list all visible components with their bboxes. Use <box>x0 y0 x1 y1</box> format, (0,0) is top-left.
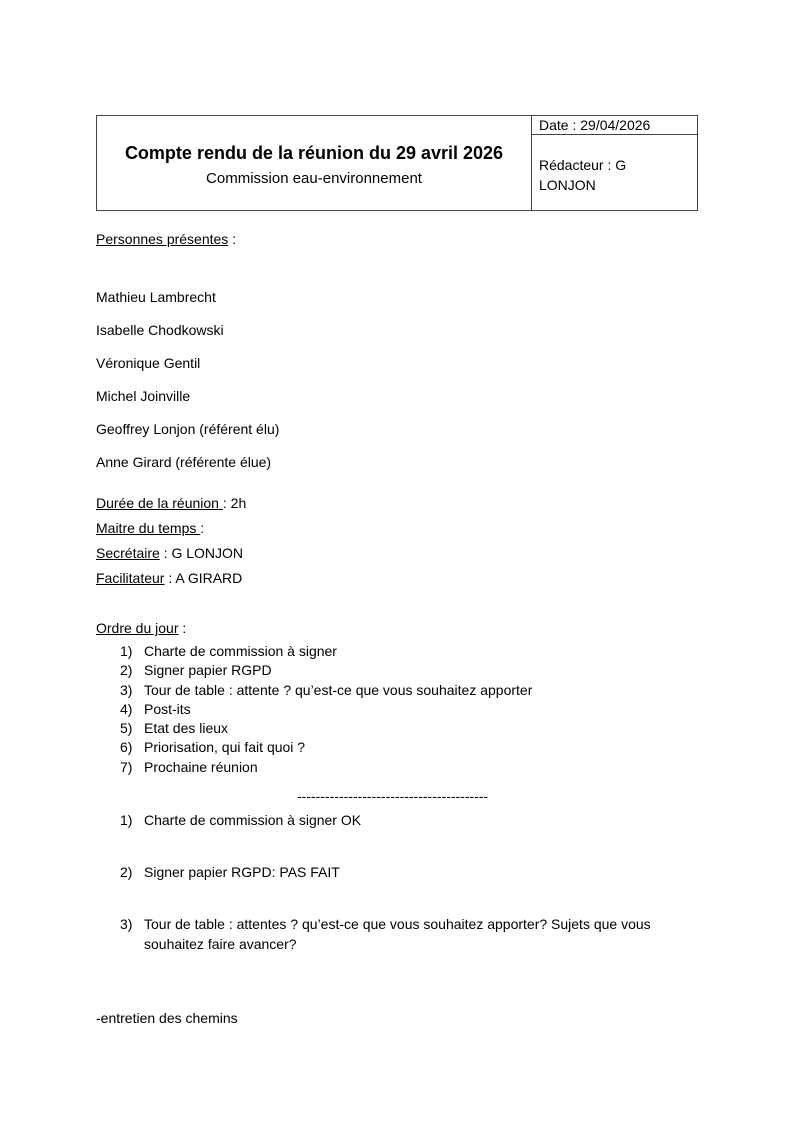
section-separator: ----------------------------------------- <box>297 788 489 804</box>
detail-item-3 <box>96 914 696 954</box>
agenda-item-text: Charte de commission à signer <box>144 643 337 659</box>
present-heading <box>96 230 236 248</box>
footer-note: -entretien des chemins <box>96 1010 238 1026</box>
facilitator-line <box>96 569 242 587</box>
agenda-item <box>96 738 532 757</box>
detail-item-text: Signer papier RGPD: PAS FAIT <box>144 864 340 880</box>
agenda-item-text: Post-its <box>144 700 191 717</box>
facilitator-value: : A GIRARD <box>164 570 243 586</box>
timekeeper-line <box>96 519 204 537</box>
agenda-item-number: 2) <box>120 662 133 679</box>
duration-value: : 2h <box>222 495 247 511</box>
agenda-heading <box>96 619 186 637</box>
agenda-item-text: Signer papier RGPD <box>144 662 272 679</box>
detail-item-text: Tour de table : attentes ? qu’est-ce que vous souhaitez apporter? Sujets que vous souhaitez faire avancer? <box>144 916 651 952</box>
detail-item-1 <box>96 810 696 830</box>
present-label: Personnes présentes <box>96 231 229 247</box>
attendee-6: Anne Girard (référente élue) <box>96 454 272 470</box>
agenda-label: Ordre du jour <box>96 620 179 636</box>
agenda-item-text: Priorisation, qui fait quoi ? <box>144 739 306 756</box>
date-cell: Date : 29/04/2026 <box>532 116 698 135</box>
present-suffix: : <box>228 231 237 247</box>
agenda-item-number: 6) <box>120 739 133 756</box>
detail-item-number: 1) <box>120 812 133 828</box>
author-line-2: LONJON <box>539 177 596 193</box>
detail-item-number: 2) <box>120 864 133 880</box>
attendee-3: Véronique Gentil <box>96 355 201 371</box>
attendee-4: Michel Joinville <box>96 388 191 404</box>
agenda-item-text: Prochaine réunion <box>144 758 258 775</box>
document-subtitle: Commission eau-environnement <box>206 170 422 187</box>
agenda-item-number: 1) <box>120 643 133 659</box>
secretary-line <box>96 544 243 562</box>
author-line-1: Rédacteur : G <box>539 157 627 173</box>
timekeeper-label: Maitre du temps <box>96 520 201 536</box>
document-title: Compte rendu de la réunion du 29 avril 2026 <box>124 143 504 163</box>
duration-line <box>96 494 246 512</box>
agenda-item <box>96 719 532 738</box>
agenda-item <box>96 642 532 661</box>
agenda-item <box>96 681 532 700</box>
agenda-item <box>96 700 532 719</box>
secretary-value: : G LONJON <box>159 545 244 561</box>
detail-item-text: Charte de commission à signer OK <box>144 812 362 828</box>
attendee-5: Geoffrey Lonjon (référent élu) <box>96 421 280 437</box>
agenda-item-text: Tour de table : attente ? qu’est-ce que vous souhaitez apporter <box>144 681 533 698</box>
agenda-item-number: 5) <box>120 720 133 737</box>
agenda-list <box>96 642 532 777</box>
agenda-item <box>96 661 532 680</box>
secretary-label: Secrétaire <box>96 545 160 561</box>
agenda-item-number: 4) <box>120 700 133 717</box>
detail-item-number: 3) <box>120 916 133 932</box>
author-cell <box>532 135 698 211</box>
facilitator-label: Facilitateur <box>96 570 165 586</box>
agenda-item-number: 3) <box>120 681 133 698</box>
title-cell <box>97 116 532 211</box>
attendee-2: Isabelle Chodkowski <box>96 322 224 338</box>
duration-label: Durée de la réunion <box>96 495 223 511</box>
agenda-item-number: 7) <box>120 758 133 775</box>
detail-item-2 <box>96 862 696 882</box>
agenda-item-text: Etat des lieux <box>144 720 229 737</box>
header-table <box>96 115 698 211</box>
attendee-1: Mathieu Lambrecht <box>96 289 216 305</box>
agenda-suffix: : <box>178 620 187 636</box>
agenda-item <box>96 758 532 777</box>
timekeeper-value: : <box>200 520 205 536</box>
